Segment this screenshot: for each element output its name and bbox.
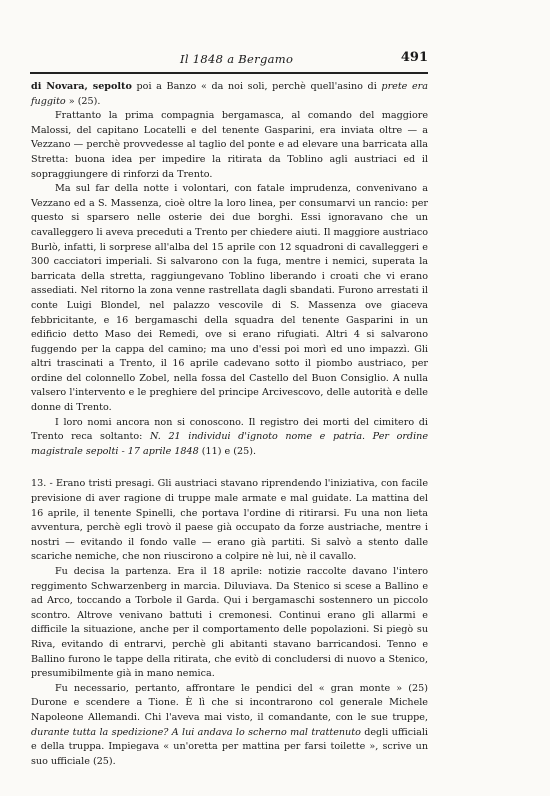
section-13: 13. - Erano tristi presagi. Gli austriaci stavano riprendendo l'iniziativa, con facile previsione di aver ragione di truppe male armate e mal guidate. La mattina del 16 aprile, il tenente Spinelli, che portava l'ordine di ritirarsi. Fu una non lieta avventura, perchè egli trovò il paese già occupato da forze austriache, mentre i nostri — evitando il fondo valle — erano già partiti. Si salvò a stento dalle scariche nemiche, che non riuscirono a colpire nè lui, nè il cavallo. [31,478,428,563]
paragraph [31,80,428,109]
text-run: degli ufficiali e della truppa. Impiegava « un'oretta per mattina per farsi toilette », scrive un suo ufficiale (25). [31,726,428,767]
text-run: » (25). [65,95,101,107]
page-number: 491 [400,50,428,65]
header-rule [30,72,428,74]
paragraph [31,682,428,770]
text-run: poi a Banzo « da noi soli, perchè quell'asino di [131,81,382,92]
running-title: Il 1848 a Bergamo [180,52,294,66]
page-header [30,52,428,68]
text-run: Fu necessario, pertanto, affrontare le pendici del « gran monte » (25) Durone e scendere a Tione. È lì che si incontrarono col generale Michele Napoleone Allemandi. Chi l'aveva mai visto, il comandante, con le sue truppe, [31,682,428,723]
paragraph: Ma sul far della notte i volontari, con fatale imprudenza, convenivano a Vezzano ed a S. Massenza, cioè oltre la loro linea, per consumarvi un rancio: per questo si sparsero nelle osterie dei due borghi. Essi ignoravano che un cavalleggero li aveva preceduti a Trento per chiedere aiuti. Il maggiore austriaco Burlò, infatti, li sorprese all'alba del 15 aprile con 12 squadroni di cavalleggeri e 300 cacciatori imperiali. Si salvarono con la fuga, mentre i nemici, superata la barricata della stretta, raggiungevano Toblino liberando i croati che vi erano assediati. Nel ritorno la zona venne rastrellata dagli sbandati. Furono arrestati il conte Luigi Blondel, nel palazzo vescovile di S. Massenza ove giaceva febbricitante, e 16 bergamaschi della squadra del tenente Gasparini in un edificio detto Maso dei Remedi, ove si erano rifugiati. Altri 4 si salvarono fuggendo per la cappa del camino; ma uno d'essi poi morì ed uno impazzì. Gli altri trascinati a Trento, il 16 aprile cadevano sotto il piombo austriaco, per ordine del colonnello Zobel, nella fossa del Castello del Buon Consiglio. A nulla valsero l'intervento e le preghiere del principe Arcivescovo, delle autorità e delle donne di Trento. [31,183,428,414]
italic-text: durante tutta la spedizione? A lui andava lo scherno mal trattenuto [31,726,361,738]
paragraph: Fu decisa la partenza. Era il 18 aprile: notizie raccolte davano l'intero reggimento Schwarzenberg in marcia. Diluviava. Da Stenico si scese a Ballino e ad Arco, toccando a Torbole il Garda. Qui i bergamaschi sostennero un piccolo scontro. Altrove venivano battuti i cremonesi. Continui erano gli allarmi e difficile la situazione, anche per il comportamento delle popolazioni. Si piegò su Riva, evitando di entrarvi, perchè gli abitanti stavano barricandosi. Tenno e Ballino furono le tappe della ritirata, che evitò di concludersi di nuovo a Stenico, presumibilmente già in mano nemica. [31,566,428,680]
text-run: (11) e (25). [198,445,257,457]
italic-text: prete era fuggito [31,81,428,107]
paragraph [31,416,428,460]
bold-text: di Novara, sepolto [31,81,132,92]
body-text [31,80,428,769]
italic-text: N. 21 individui d'ignoto nome e patria. Per ordine magistrale sepolti - 17 aprile 1848 [31,431,428,457]
paragraph: Frattanto la prima compagnia bergamasca, al comando del maggiore Malossi, del capitano Locatelli e del tenente Gasparini, era inviata oltre — a Vezzano — perchè provvedesse al taglio del ponte e ad elevare una barricata alla Stretta: buona idea per impedire la ritirata da Toblino agli austriaci ed il sopraggiungere di rinforzi da Trento. [31,110,428,180]
text-run: I loro nomi ancora non si conoscono. Il registro dei morti del cimitero di Trento reca soltanto: [31,416,428,443]
